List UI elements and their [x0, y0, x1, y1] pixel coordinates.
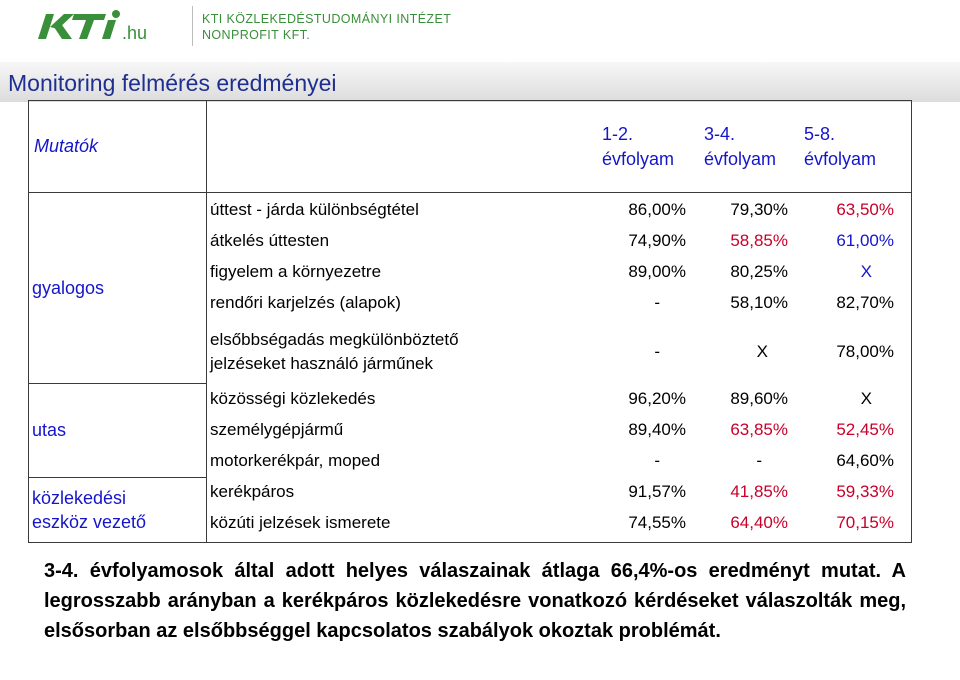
row-label-line-2: jelzéseket használó járműnek — [210, 354, 434, 373]
header-divider-line — [28, 192, 912, 193]
row-value-col3: X — [860, 262, 872, 281]
row-value-col3: 52,45% — [836, 420, 894, 439]
header-divider — [192, 6, 193, 46]
row-value-col3: 70,15% — [836, 513, 894, 532]
row-value-col1: 89,00% — [628, 262, 686, 281]
group-label-kozlekedesi-eszkoz-vezeto: közlekedési eszköz vezető — [32, 488, 147, 532]
row-value-col1: 91,57% — [628, 482, 686, 501]
row-label: közúti jelzések ismerete — [210, 513, 391, 532]
row-value-col2: 64,40% — [730, 513, 788, 532]
row-value-col3: 59,33% — [836, 482, 894, 501]
row-label-multiline — [210, 328, 459, 376]
row-value-col1: 74,55% — [628, 513, 686, 532]
column-header-1-line2: évfolyam — [602, 149, 675, 169]
row-value-col3: 61,00% — [836, 231, 894, 250]
row-label: átkelés úttesten — [210, 231, 330, 250]
row-value-col3: X — [860, 389, 872, 408]
row-label: motorkerékpár, moped — [210, 451, 381, 470]
column-header-1-line1: 1-2. — [602, 124, 634, 144]
row-value-col3: 64,60% — [836, 451, 894, 470]
results-table — [28, 100, 912, 543]
row-value-col1: - — [654, 451, 660, 470]
table-border-right — [911, 100, 912, 543]
row-value-col1: 96,20% — [628, 389, 686, 408]
group-column-divider — [206, 100, 207, 543]
row-value-col2: X — [756, 342, 768, 361]
row-value-col3: 63,50% — [836, 200, 894, 219]
row-value-col2: 58,85% — [730, 231, 788, 250]
header — [0, 0, 960, 52]
row-label: kerékpáros — [210, 482, 295, 501]
row-label: figyelem a környezetre — [210, 262, 382, 281]
group-label-utas: utas — [32, 420, 67, 440]
institute-line-1: KTI KÖZLEKEDÉSTUDOMÁNYI INTÉZET — [202, 12, 452, 26]
table-border-top — [28, 100, 912, 101]
row-label: közösségi közlekedés — [210, 389, 376, 408]
institute-line-2: NONPROFIT KFT. — [202, 28, 311, 42]
column-header-2-line1: 3-4. — [704, 124, 736, 144]
corner-header: Mutatók — [34, 136, 99, 156]
institute-name — [202, 11, 451, 43]
row-value-col3: 78,00% — [836, 342, 894, 361]
row-value-col2: 89,60% — [730, 389, 788, 408]
row-value-col2: 58,10% — [730, 293, 788, 312]
row-value-col1: 89,40% — [628, 420, 686, 439]
row-value-col1: 86,00% — [628, 200, 686, 219]
logo-suffix: .hu — [122, 23, 148, 43]
row-label: úttest - járda különbségtétel — [210, 200, 419, 219]
column-header-3 — [804, 122, 876, 172]
table-border-bottom — [28, 542, 912, 543]
group-label-gyalogos: gyalogos — [32, 278, 105, 298]
column-header-2-line2: évfolyam — [704, 149, 777, 169]
row-value-col2: 80,25% — [730, 262, 788, 281]
page-title: Monitoring felmérés eredményei — [8, 70, 337, 96]
kti-logo — [34, 8, 164, 44]
row-label: személygépjármű — [210, 420, 344, 439]
row-value-col2: 41,85% — [730, 482, 788, 501]
row-label-line-1: elsőbbségadás megkülönböztető — [210, 330, 459, 349]
summary-text: 3-4. évfolyamosok által adott helyes válaszainak átlaga 66,4%-os eredményt mutat. A legrosszabb arányban a kerékpáros közlekedésre vonatkozó kérdéseket válaszolták meg, elsősorban az elsőbbséggel kapcsolatos szabályok okoztak problémát. — [44, 560, 906, 642]
row-value-col3: 82,70% — [836, 293, 894, 312]
column-header-3-line2: évfolyam — [804, 149, 877, 169]
row-value-col1: - — [654, 342, 660, 361]
column-header-2 — [704, 122, 776, 172]
row-value-col2: 63,85% — [730, 420, 788, 439]
row-value-col1: - — [654, 293, 660, 312]
row-value-col2: - — [756, 451, 762, 470]
group-divider-2 — [28, 477, 206, 478]
group-divider-1 — [28, 383, 206, 384]
table-border-left — [28, 100, 29, 543]
row-value-col1: 74,90% — [628, 231, 686, 250]
column-header-3-line1: 5-8. — [804, 124, 836, 144]
column-header-1 — [602, 122, 674, 172]
row-value-col2: 79,30% — [730, 200, 788, 219]
row-label: rendőri karjelzés (alapok) — [210, 293, 401, 312]
